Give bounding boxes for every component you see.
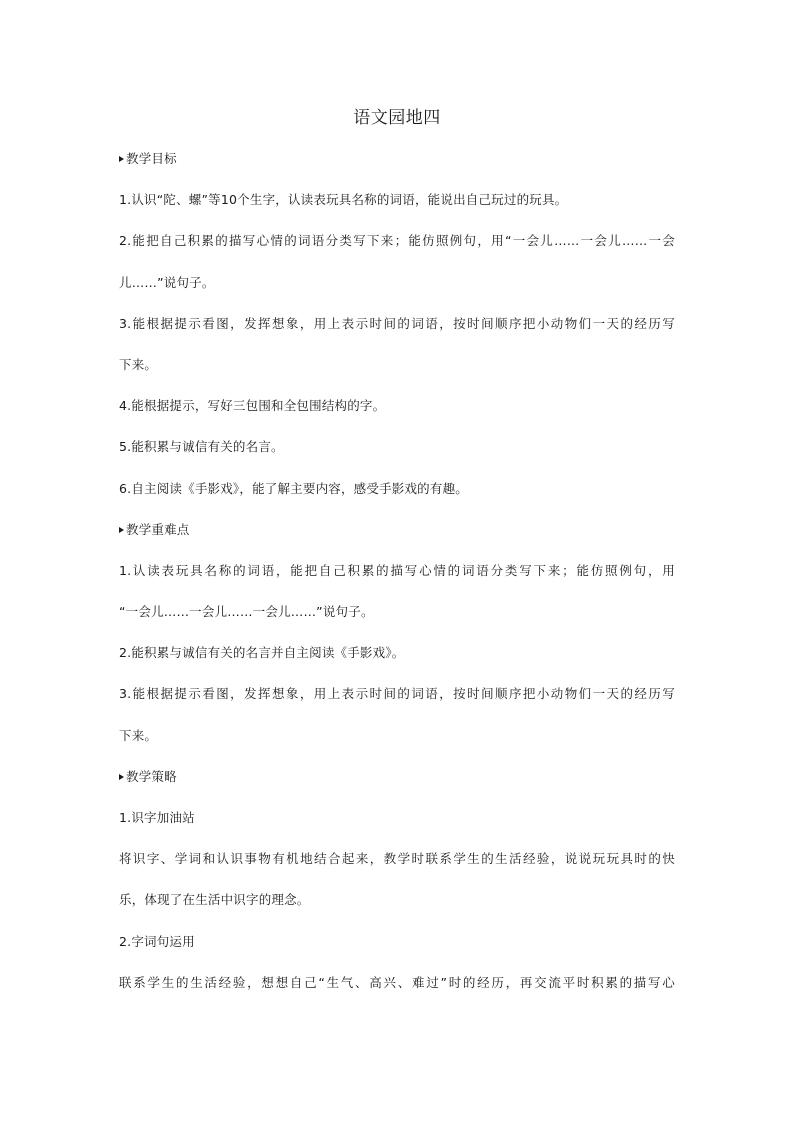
triangle-bullet-icon — [119, 156, 124, 162]
heading-text: 教学重难点 — [126, 521, 190, 537]
section-heading-goals — [119, 146, 675, 187]
document-title: 语文园地四 — [353, 108, 441, 128]
goal-item-2-line-1: 2.能把自己积累的描写心情的词语分类写下来；能仿照例句，用“一会儿……一会儿……一会 — [119, 233, 675, 249]
strategy-subheading-2: 2.字词句运用 — [119, 933, 195, 949]
document-body — [119, 146, 675, 1011]
strategy-subheading-1: 1.识字加油站 — [119, 810, 195, 825]
strategy-paragraph-2-line-1: 联系学生的生活经验，想想自己“生气、高兴、难过”时的经历，再交流平时积累的描写心 — [119, 974, 675, 990]
heading-text: 教学策略 — [126, 768, 177, 784]
goal-item-1: 1.认识“陀、螺”等10个生字，认读表玩具名称的词语，能说出自己玩过的玩具。 — [119, 192, 568, 208]
key-point-item-3-line-2: 下来。 — [119, 727, 158, 743]
section-heading-strategy — [119, 764, 675, 805]
triangle-bullet-icon — [119, 527, 124, 533]
goal-item-3-line-2: 下来。 — [119, 356, 158, 372]
key-point-item-3-line-1: 3.能根据提示看图，发挥想象，用上表示时间的词语，按时间顺序把小动物们一天的经历写 — [119, 686, 675, 702]
key-point-item-2: 2.能积累与诚信有关的名言并自主阅读《手影戏》。 — [119, 645, 405, 661]
key-point-item-1-line-2: “一会儿……一会儿……一会儿……”说句子。 — [119, 604, 374, 620]
heading-text: 教学目标 — [126, 151, 177, 166]
goal-item-3-line-1: 3.能根据提示看图，发挥想象，用上表示时间的词语，按时间顺序把小动物们一天的经历写 — [119, 315, 675, 331]
goal-item-5: 5.能积累与诚信有关的名言。 — [119, 439, 284, 455]
goal-item-2-line-2: 儿……”说句子。 — [119, 274, 215, 290]
triangle-bullet-icon — [119, 774, 124, 780]
strategy-paragraph-1-line-1: 将识字、学词和认识事物有机地结合起来，教学时联系学生的生活经验，说说玩玩具时的快 — [119, 851, 675, 867]
strategy-paragraph-1-line-2: 乐，体现了在生活中识字的理念。 — [119, 892, 310, 908]
section-heading-key-points — [119, 517, 675, 558]
goal-item-6: 6.自主阅读《手影戏》，能了解主要内容，感受手影戏的有趣。 — [119, 480, 468, 496]
key-point-item-1-line-1: 1.认读表玩具名称的词语，能把自己积累的描写心情的词语分类写下来；能仿照例句，用 — [119, 562, 675, 578]
goal-item-4: 4.能根据提示，写好三包围和全包围结构的字。 — [119, 398, 386, 414]
